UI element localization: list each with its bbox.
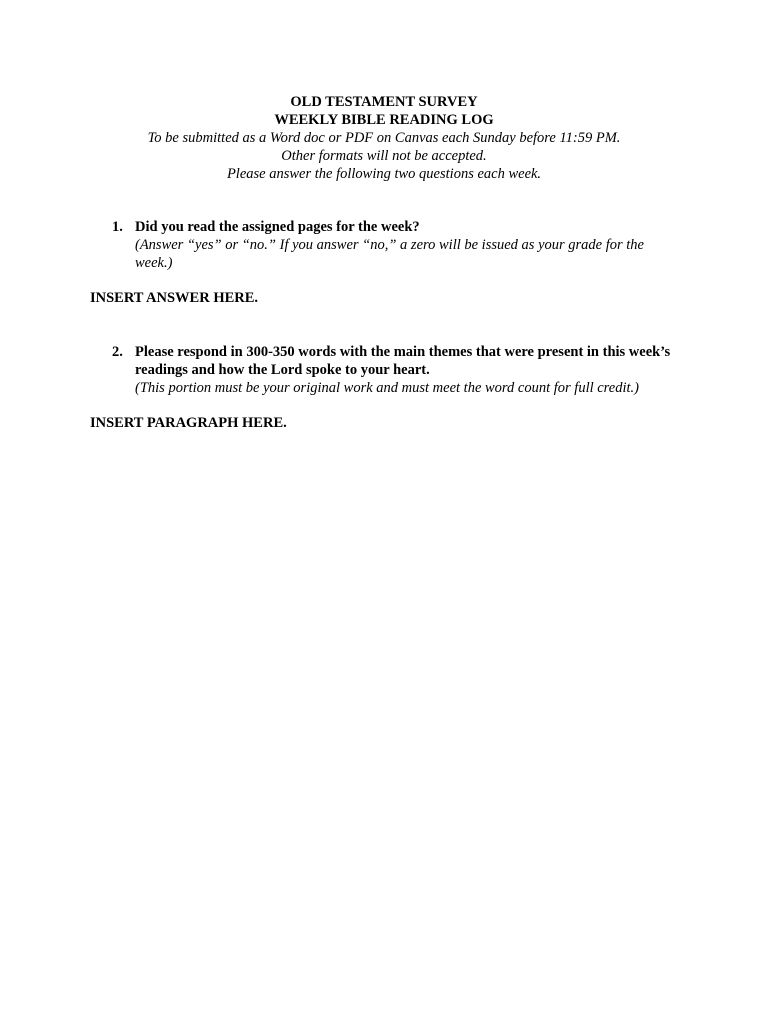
answer-placeholder-1[interactable]: INSERT ANSWER HERE.: [90, 290, 259, 306]
answer-instruction: Please answer the following two questions each week.: [226, 166, 542, 182]
document-subtitle: WEEKLY BIBLE READING LOG: [274, 112, 494, 128]
question-title: Did you read the assigned pages for the week?: [135, 219, 420, 235]
answer-placeholder-2[interactable]: INSERT PARAGRAPH HERE.: [90, 415, 287, 431]
format-instruction: Other formats will not be accepted.: [281, 148, 487, 164]
question-title: Please respond in 300-350 words with the main themes that were present in this week’s readings and how the Lord spoke to your heart.: [135, 344, 671, 378]
question-note: (Answer “yes” or “no.” If you answer “no,” a zero will be issued as your grade for the week.): [135, 237, 644, 271]
question-number: 1.: [112, 219, 123, 235]
question-2: [90, 343, 680, 397]
question-1: [90, 218, 680, 272]
document-header: [90, 93, 678, 183]
question-body: [135, 218, 680, 272]
document-title: OLD TESTAMENT SURVEY: [290, 94, 478, 110]
question-body: [135, 343, 680, 397]
submission-instruction: To be submitted as a Word doc or PDF on Canvas each Sunday before 11:59 PM.: [147, 130, 621, 146]
question-note: (This portion must be your original work and must meet the word count for full credit.): [135, 380, 639, 396]
question-number: 2.: [112, 344, 123, 360]
